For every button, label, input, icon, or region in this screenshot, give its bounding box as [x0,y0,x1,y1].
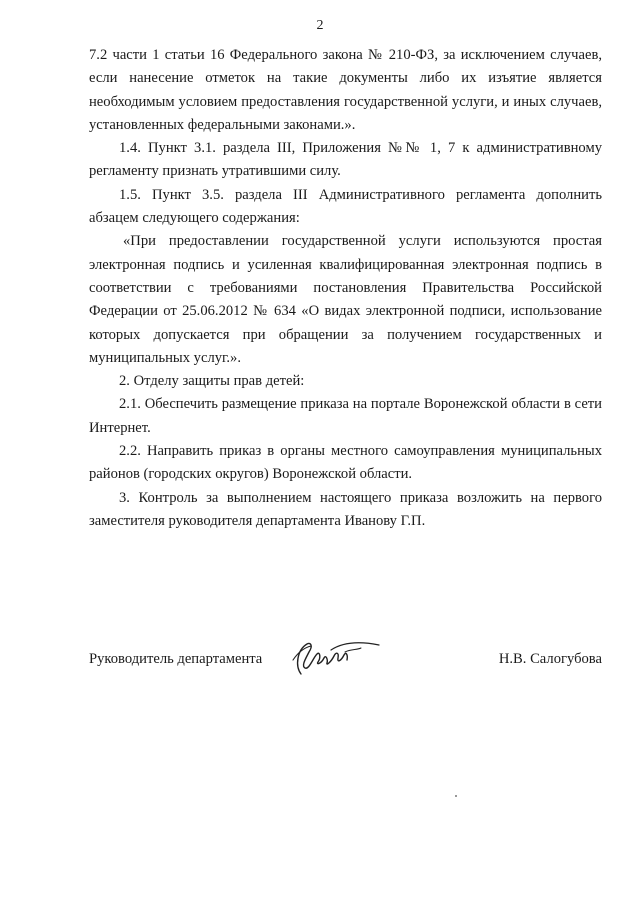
paragraph-continuation: 7.2 части 1 статьи 16 Федерального закона № 210-ФЗ, за исключением случаев, если нанесение отметок на такие документы либо их изъятие является необходимым условием предоставления государственной услуги, и иных случаев, установленных федеральными законами.». [89,47,602,133]
scan-speck [455,795,457,797]
signature-block [89,636,602,680]
page-number: 2 [316,18,324,33]
paragraph-1-5: 1.5. Пункт 3.5. раздела III Административного регламента дополнить абзацем следующего содержания: [89,186,602,227]
paragraph-3: 3. Контроль за выполнением настоящего приказа возложить на первого заместителя руководителя департамента Иванову Г.П. [89,489,602,529]
paragraph-2-1: 2.1. Обеспечить размещение приказа на портале Воронежской области в сети Интернет. [89,396,602,436]
paragraph-1-4: 1.4. Пункт 3.1. раздела III, Приложения №№ 1, 7 к административному регламенту признать утратившими силу. [89,140,602,180]
paragraph-quoted-addition: «При предоставлении государственной услуги используются простая электронная подпись и усиленная квалифицированная электронная подпись в соответствии с требованиями постановления Правительства Российской Федерации от 25.06.2012 № 634 «О видах электронной подписи, использование которых допускается при обращении за получением государственных и муниципальных услуг.». [89,233,602,366]
paragraph-2-2: 2.2. Направить приказ в органы местного самоуправления муниципальных районов (городских округов) Воронежской области. [89,443,602,483]
signatory-position: Руководитель департамента [89,651,263,667]
document-body [89,44,602,533]
paragraph-2: 2. Отделу защиты прав детей: [119,373,305,390]
signatory-name: Н.В. Салогубова [498,651,602,667]
handwritten-signature [287,636,383,680]
